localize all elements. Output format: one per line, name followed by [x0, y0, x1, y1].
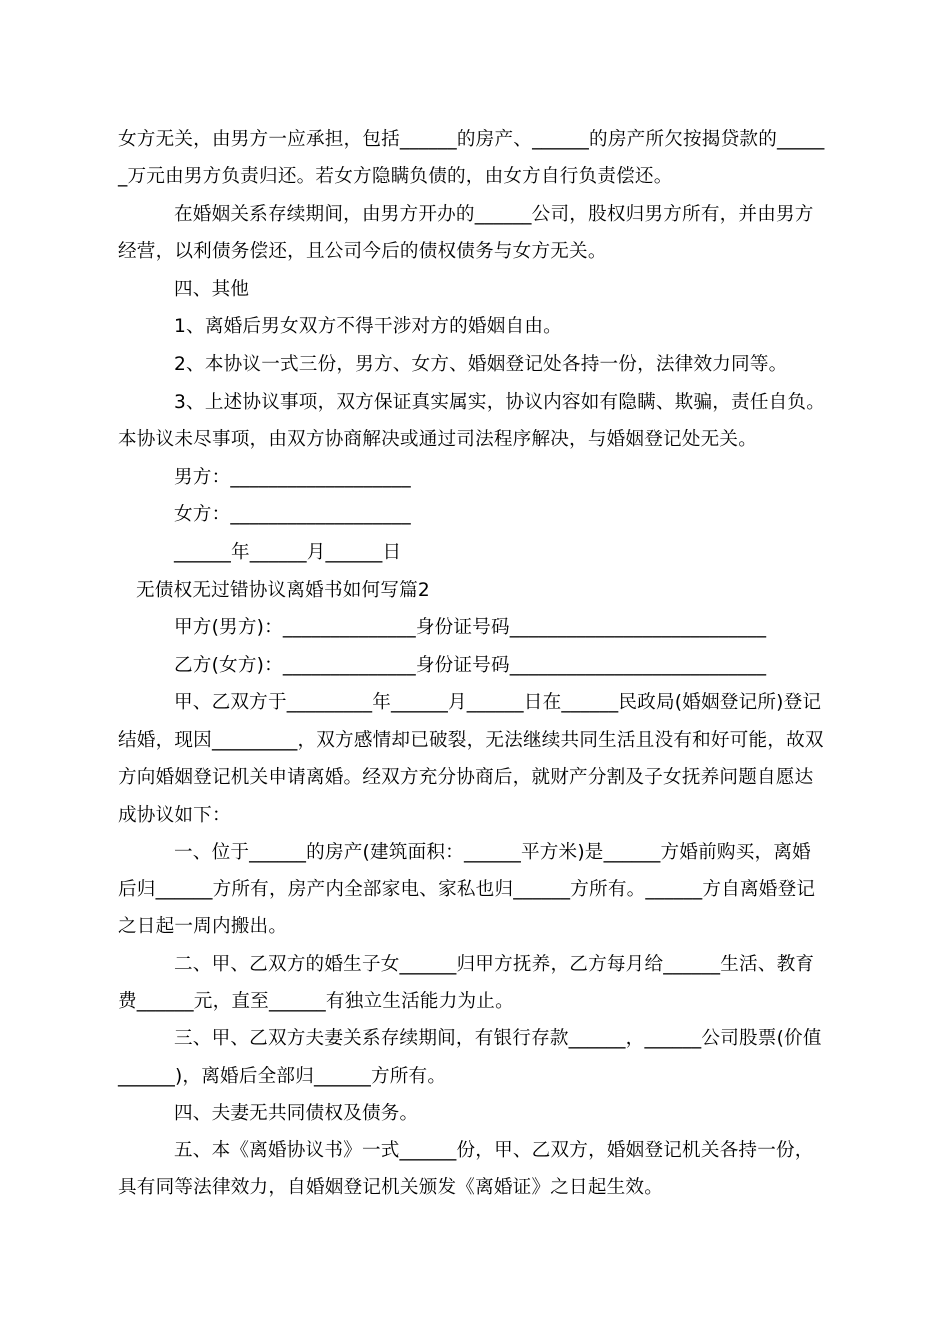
signature-line-female: 女方：___________________ — [174, 504, 411, 525]
text-line: 1、离婚后男女双方不得干涉对方的婚姻自由。 — [174, 316, 562, 337]
text-line: ______)，离婚后全部归______方所有。 — [118, 1066, 447, 1087]
text-line: 女方无关，由男方一应承担，包括______的房产、______的房产所欠按揭贷款的_____ — [118, 129, 825, 150]
text-line: _万元由男方负责归还。若女方隐瞒负债的，由女方自行负责偿还。 — [118, 166, 673, 187]
text-line: 后归______方所有，房产内全部家电、家私也归______方所有。______方自离婚登记 — [118, 879, 816, 900]
text-line: 三、甲、乙双方夫妻关系存续期间，有银行存款______，______公司股票(价值 — [174, 1028, 822, 1049]
text-line: 五、本《离婚协议书》一式______份，甲、乙双方，婚姻登记机关各持一份， — [174, 1140, 814, 1161]
text-line: 二、甲、乙双方的婚生子女______归甲方抚养，乙方每月给______生活、教育 — [174, 954, 815, 975]
text-line: 3、上述协议事项，双方保证真实属实，协议内容如有隐瞒、欺骗，责任自负。 — [174, 392, 826, 413]
text-line: 在婚姻关系存续期间，由男方开办的______公司，股权归男方所有，并由男方 — [174, 204, 814, 225]
party-a-line: 甲方(男方)：______________身份证号码___________________________ — [174, 617, 767, 638]
text-line: 甲、乙双方于_________年______月______日在______民政局(婚姻登记所)登记 — [174, 692, 822, 713]
article-title: 无债权无过错协议离婚书如何写篇2 — [136, 580, 430, 601]
date-line: ______年______月______日 — [174, 542, 402, 563]
signature-line-male: 男方：___________________ — [174, 467, 411, 488]
text-line: 2、本协议一式三份，男方、女方、婚姻登记处各持一份，法律效力同等。 — [174, 354, 788, 375]
text-line: 方向婚姻登记机关申请离婚。经双方充分协商后，就财产分割及子女抚养问题自愿达 — [118, 767, 814, 788]
text-line: 经营，以利债务偿还，且公司今后的债权债务与女方无关。 — [118, 241, 607, 262]
section-heading: 四、其他 — [174, 279, 250, 300]
text-line: 费______元，直至______有独立生活能力为止。 — [118, 991, 514, 1012]
text-line: 四、夫妻无共同债权及债务。 — [174, 1103, 419, 1124]
text-line: 一、位于______的房产(建筑面积：______平方米)是______方婚前购买，离婚 — [174, 842, 811, 863]
text-line: 具有同等法律效力，自婚姻登记机关颁发《离婚证》之日起生效。 — [118, 1177, 664, 1198]
text-line: 结婚，现因_________，双方感情却已破裂，无法继续共同生活且没有和好可能，故双 — [118, 730, 824, 751]
text-line: 成协议如下： — [118, 805, 231, 826]
party-b-line: 乙方(女方)：______________身份证号码___________________________ — [174, 655, 767, 676]
text-line: 之日起一周内搬出。 — [118, 916, 288, 937]
text-line: 本协议未尽事项，由双方协商解决或通过司法程序解决，与婚姻登记处无关。 — [118, 429, 757, 450]
